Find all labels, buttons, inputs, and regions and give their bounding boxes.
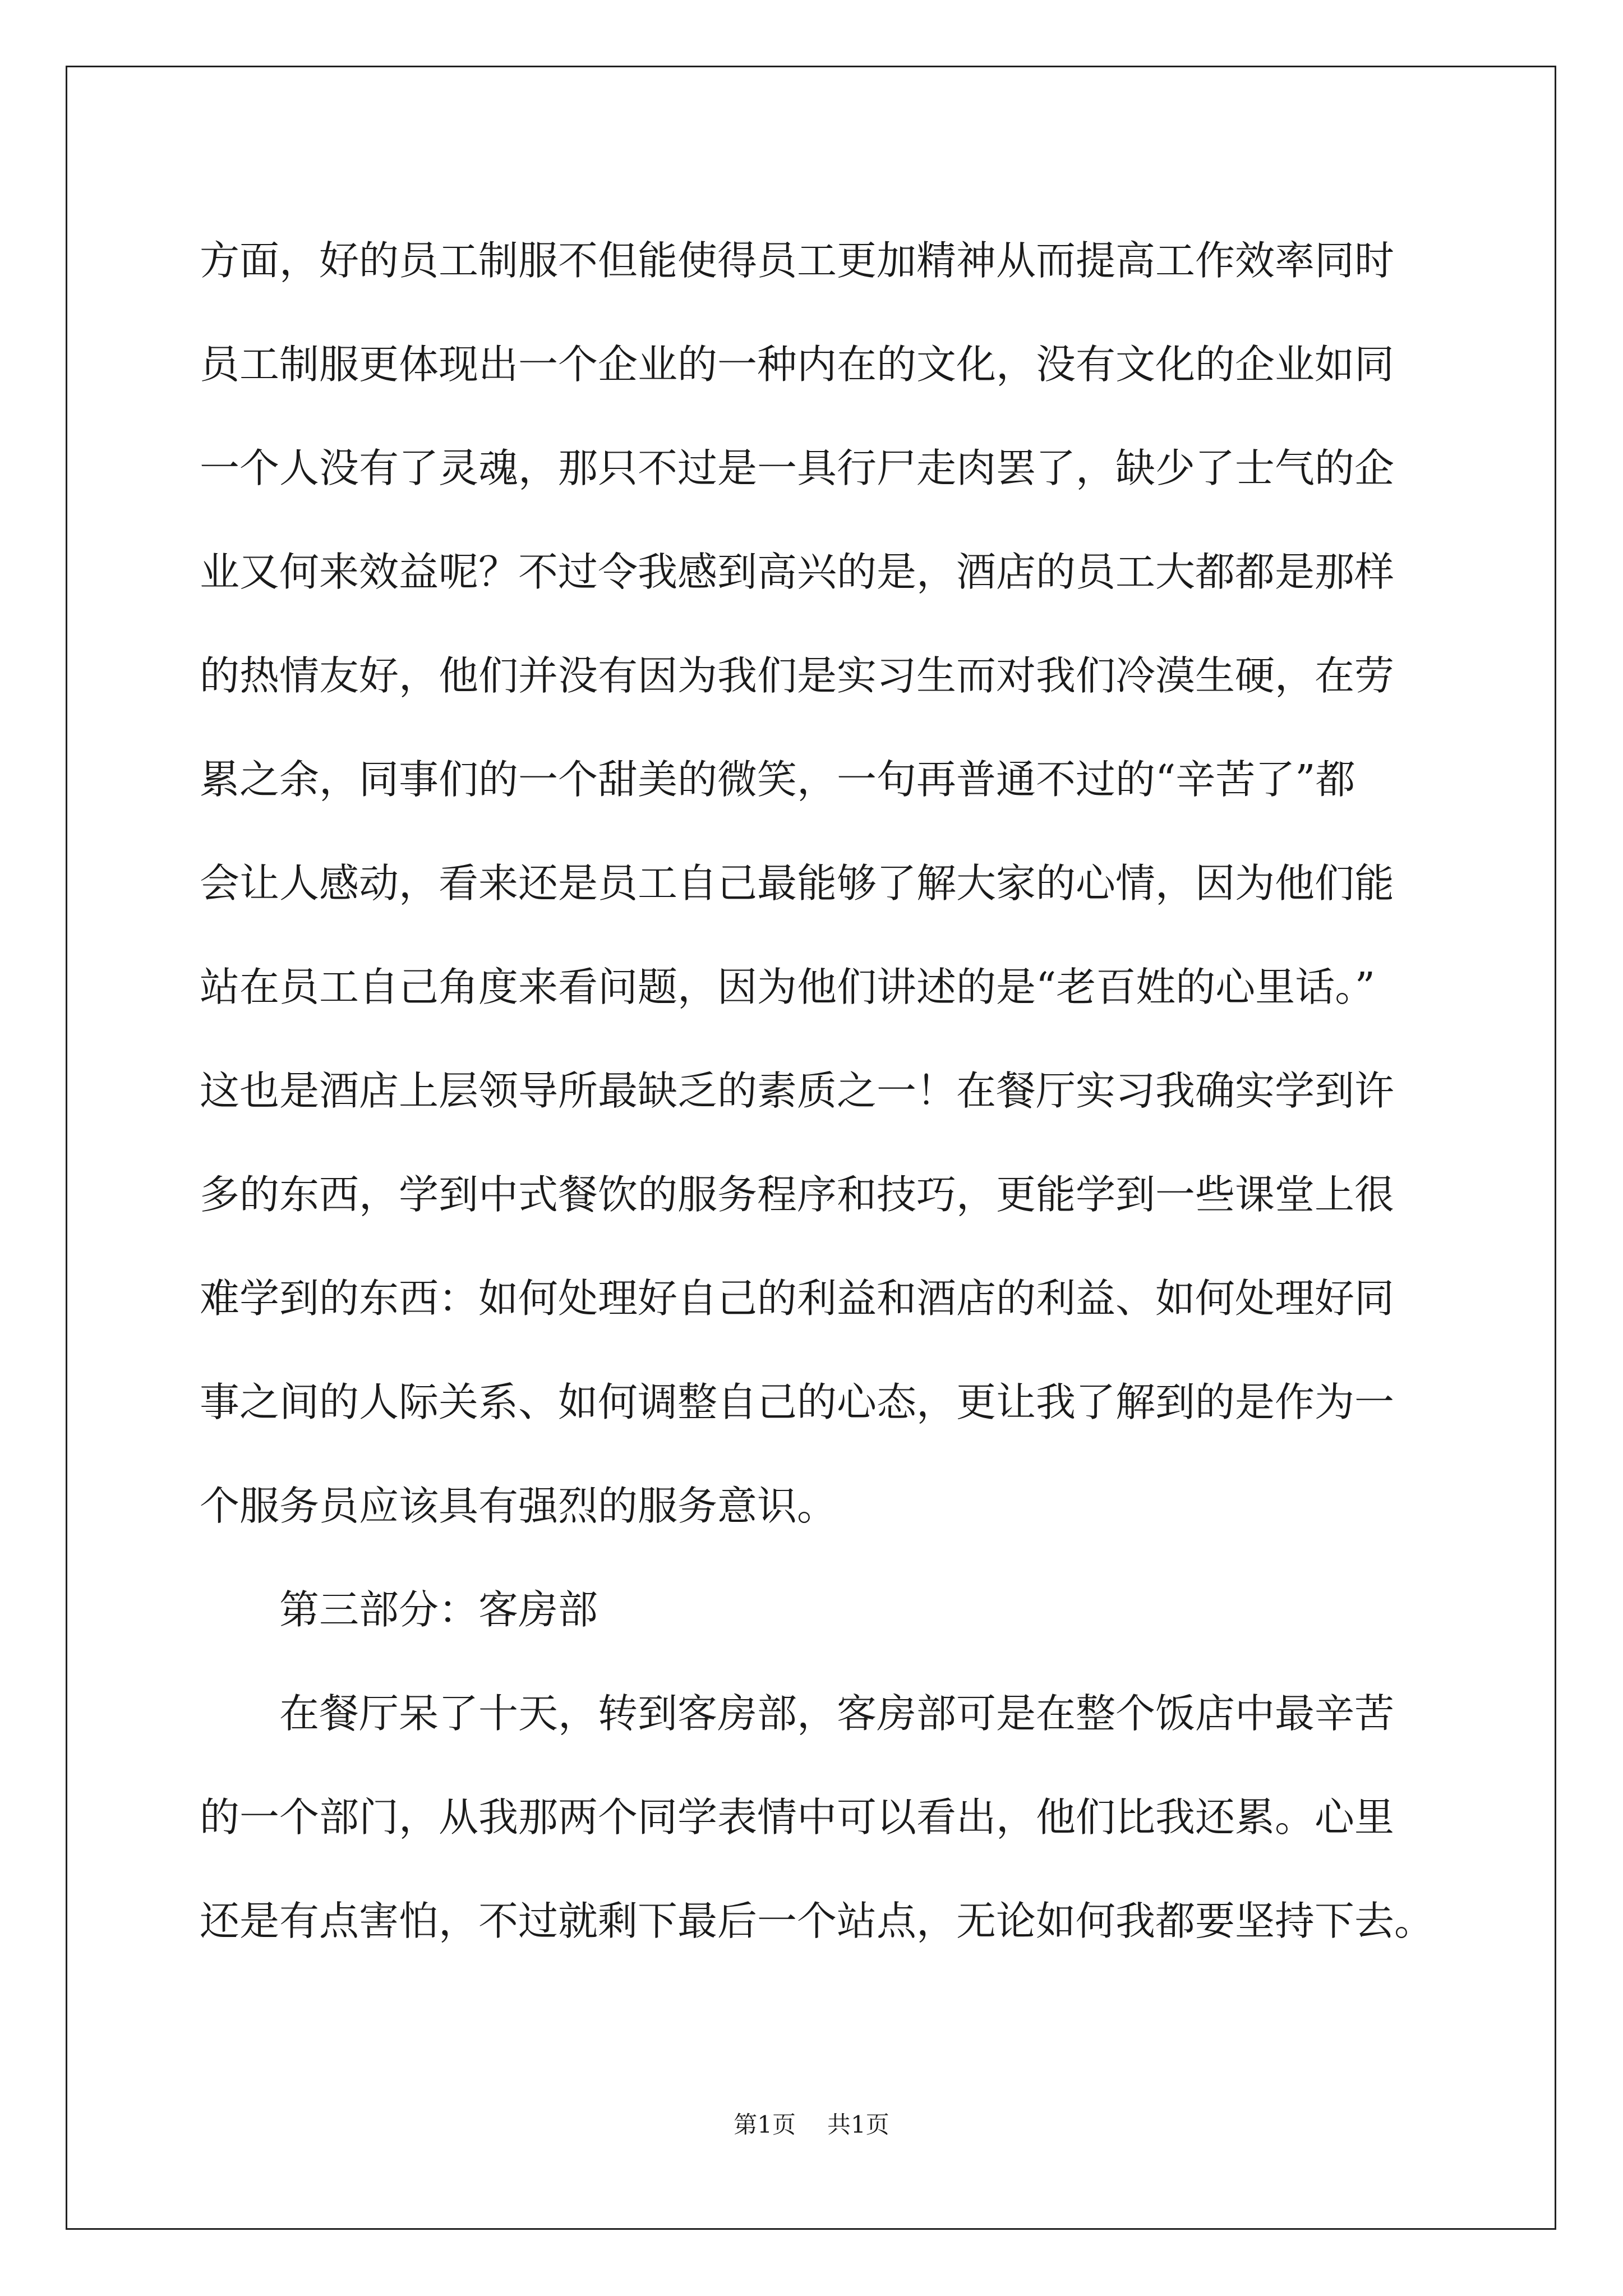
paragraph-line: 员工制服更体现出一个企业的一种内在的文化，没有文化的企业如同: [200, 341, 1395, 388]
paragraph-line: 累之余，同事们的一个甜美的微笑，一句再普通不过的“辛苦了”都: [200, 756, 1355, 803]
paragraph-line: 会让人感动，看来还是员工自己最能够了解大家的心情，因为他们能: [200, 860, 1395, 907]
paragraph-line: 在餐厅呆了十天，转到客房部，客房部可是在整个饭店中最辛苦: [279, 1690, 1395, 1737]
paragraph-line: 的热情友好，他们并没有因为我们是实习生而对我们冷漠生硬，在劳: [200, 652, 1395, 699]
page-footer: [0, 2108, 1623, 2142]
paragraph-line: 多的东西，学到中式餐饮的服务程序和技巧，更能学到一些课堂上很: [200, 1171, 1395, 1218]
document-body: [200, 209, 1433, 1973]
paragraph-line: 站在员工自己角度来看问题，因为他们讲述的是“老百姓的心里话。”: [200, 964, 1376, 1010]
paragraph-line: 这也是酒店上层领导所最缺乏的素质之一！在餐厅实习我确实学到许: [200, 1068, 1395, 1114]
paragraph-line: 还是有点害怕，不过就剩下最后一个站点，无论如何我都要坚持下去。: [200, 1898, 1435, 1944]
section-heading: 第三部分：客房部: [279, 1586, 598, 1633]
paragraph-line: 一个人没有了灵魂，那只不过是一具行尸走肉罢了，缺少了士气的企: [200, 445, 1395, 491]
paragraph-line: 事之间的人际关系、如何调整自己的心态，更让我了解到的是作为一: [200, 1379, 1395, 1425]
paragraph-line: 个服务员应该具有强烈的服务意识。: [200, 1483, 837, 1529]
page-number-total: 共1页: [827, 2111, 889, 2138]
paragraph-line: 难学到的东西：如何处理好自己的利益和酒店的利益、如何处理好同: [200, 1275, 1395, 1322]
paragraph-line: 方面，好的员工制服不但能使得员工更加精神从而提高工作效率同时: [200, 237, 1395, 284]
paragraph-line: 的一个部门，从我那两个同学表情中可以看出，他们比我还累。心里: [200, 1794, 1395, 1841]
paragraph-line: 业又何来效益呢？不过令我感到高兴的是，酒店的员工大都都是那样: [200, 549, 1395, 595]
page-number-current: 第1页: [734, 2111, 796, 2138]
